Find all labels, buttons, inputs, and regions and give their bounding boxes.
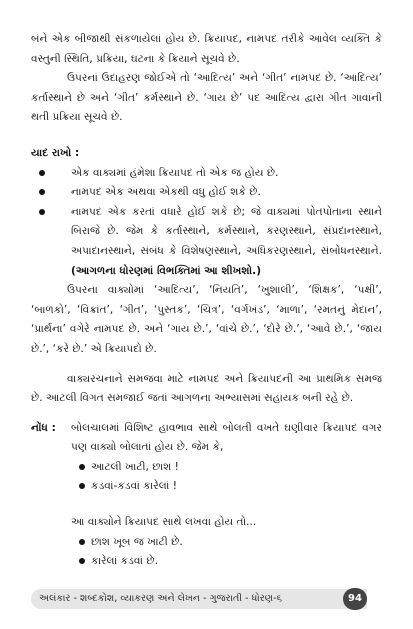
bullet-icon bbox=[79, 539, 85, 545]
page-number: 94 bbox=[348, 593, 362, 604]
bullet-icon bbox=[79, 483, 85, 489]
note-example bbox=[71, 477, 382, 497]
remember-item-text: નામપદ એક અથવા એકથી વધુ હોઈ શકે છે. bbox=[71, 186, 261, 199]
footer-band bbox=[31, 589, 367, 609]
paragraph-3: ઉપરના વાક્યોમાં ‘આદિત્ય’, ‘નિયતિ’, ‘ખુશાલી’, ‘શિક્ષક’, ‘પક્ષી’, ‘બાળકો’, ‘વિક્રાંત’, ‘ગીત’, ‘પુસ્તક’, ‘ચિત્ર’, ‘વર્ગખંડ’, ‘માળા’, ‘રમતનું મેદાન’, ‘પ્રાર્થના’ વગેરે નામપદ છે. અને ‘ગાય છે.’, ‘વાંચે છે.’, ‘દોરે છે.’, ‘આવે છે.’, ‘જાય છે.’, ‘કરે છે.’ એ ક્રિયાપદો છે. bbox=[31, 284, 382, 355]
note-example bbox=[71, 533, 382, 553]
bullet-icon bbox=[39, 209, 45, 215]
remember-item bbox=[31, 183, 382, 203]
note-example-text: કડવાં-કડવાં કારેલાં ! bbox=[91, 480, 177, 493]
remember-heading: યાદ રાખો : bbox=[31, 146, 80, 159]
page-number-badge bbox=[343, 588, 367, 610]
remember-item-text: નામપદ એક કરતાં વધારે હોઈ શકે છે; જે વાક્યમાં પોતપોતાના સ્થાને બિરાજે છે. જેમ કે કર્તાસ્થાને, કર્મસ્થાને, કરણસ્થાને, સંપ્રદાનસ્થાને, અપાદાનસ્થાને, સંબંધ કે વિશેષણસ્થાને, અધિકરણસ્થાને, સંબોધનસ્થાને. bbox=[71, 205, 382, 257]
note-example-text: આટલી ખાટી, છાશ ! bbox=[91, 460, 179, 473]
note-example bbox=[71, 458, 382, 478]
remember-item bbox=[31, 203, 382, 281]
footer-text: અલંકાર - શબ્દકોશ, વ્યાકરણ અને લેખન - ગુજરાતી - ધોરણ-૬ bbox=[39, 593, 282, 604]
note-example bbox=[71, 552, 382, 572]
note-example-text: છાશ ખૂબ જ ખાટી છે. bbox=[91, 535, 183, 548]
note-block bbox=[31, 419, 382, 458]
bullet-icon bbox=[79, 558, 85, 564]
note-intro-2: આ વાક્યોને ક્રિયાપદ સાથે લખવા હોય તો... bbox=[71, 516, 257, 529]
bullet-icon bbox=[79, 464, 85, 470]
paragraph-2: ઉપરનાં ઉદાહરણ જોઈએ તો ‘આદિત્ય’ અને ‘ગીત’ નામપદ છે. ‘આદિત્ય’ કર્તાસ્થાને છે અને ‘ગીત’ કર્મસ્થાને છે. ‘ગાય છે’ પદ આદિત્ય દ્વારા ગીત ગાવાની થતી પ્રક્રિયા સૂચવે છે. bbox=[31, 72, 382, 124]
note-text: બોલચાલમાં વિશિષ્ટ હાવભાવ સાથે બોલતી વખતે ઘણીવાર ક્રિયાપદ વગર પણ વાક્યો બોલાતાં હોય છે. જેમ કે, bbox=[71, 421, 382, 454]
note-examples bbox=[31, 458, 382, 497]
note-example-text: કારેલાં કડવાં છે. bbox=[91, 555, 158, 568]
paragraph-1: બંને એક બીજાથી સંકળાયેલાં હોય છે. ક્રિયાપદ, નામપદ તરીકે આવેલ વ્યક્તિ કે વસ્તુની સ્થિતિ, પ્રક્રિયા, ઘટના કે ક્રિયાને સૂચવે છે. bbox=[31, 33, 382, 65]
page-body bbox=[31, 30, 382, 572]
remember-item-text: એક વાક્યમાં હંમેશા ક્રિયાપદ તો એક જ હોય છે. bbox=[71, 166, 279, 179]
remember-item-bold: (આગળના ધોરણમાં વિભક્તિમાં આ શીખશો.) bbox=[71, 264, 262, 277]
remember-item bbox=[31, 164, 382, 184]
note-examples-2 bbox=[31, 533, 382, 572]
note-label: નોંધ : bbox=[31, 421, 56, 434]
remember-list bbox=[31, 164, 382, 282]
bullet-icon bbox=[39, 170, 45, 176]
paragraph-4: વાક્યરચનાને સમજવા માટે નામપદ અને ક્રિયાપદની આ પ્રાથમિક સમજ છે. આટલી વિગત સમજાઈ જતાં આગળના અભ્યાસમાં સહાયક બની રહે છે. bbox=[31, 372, 382, 405]
bullet-icon bbox=[39, 189, 45, 195]
